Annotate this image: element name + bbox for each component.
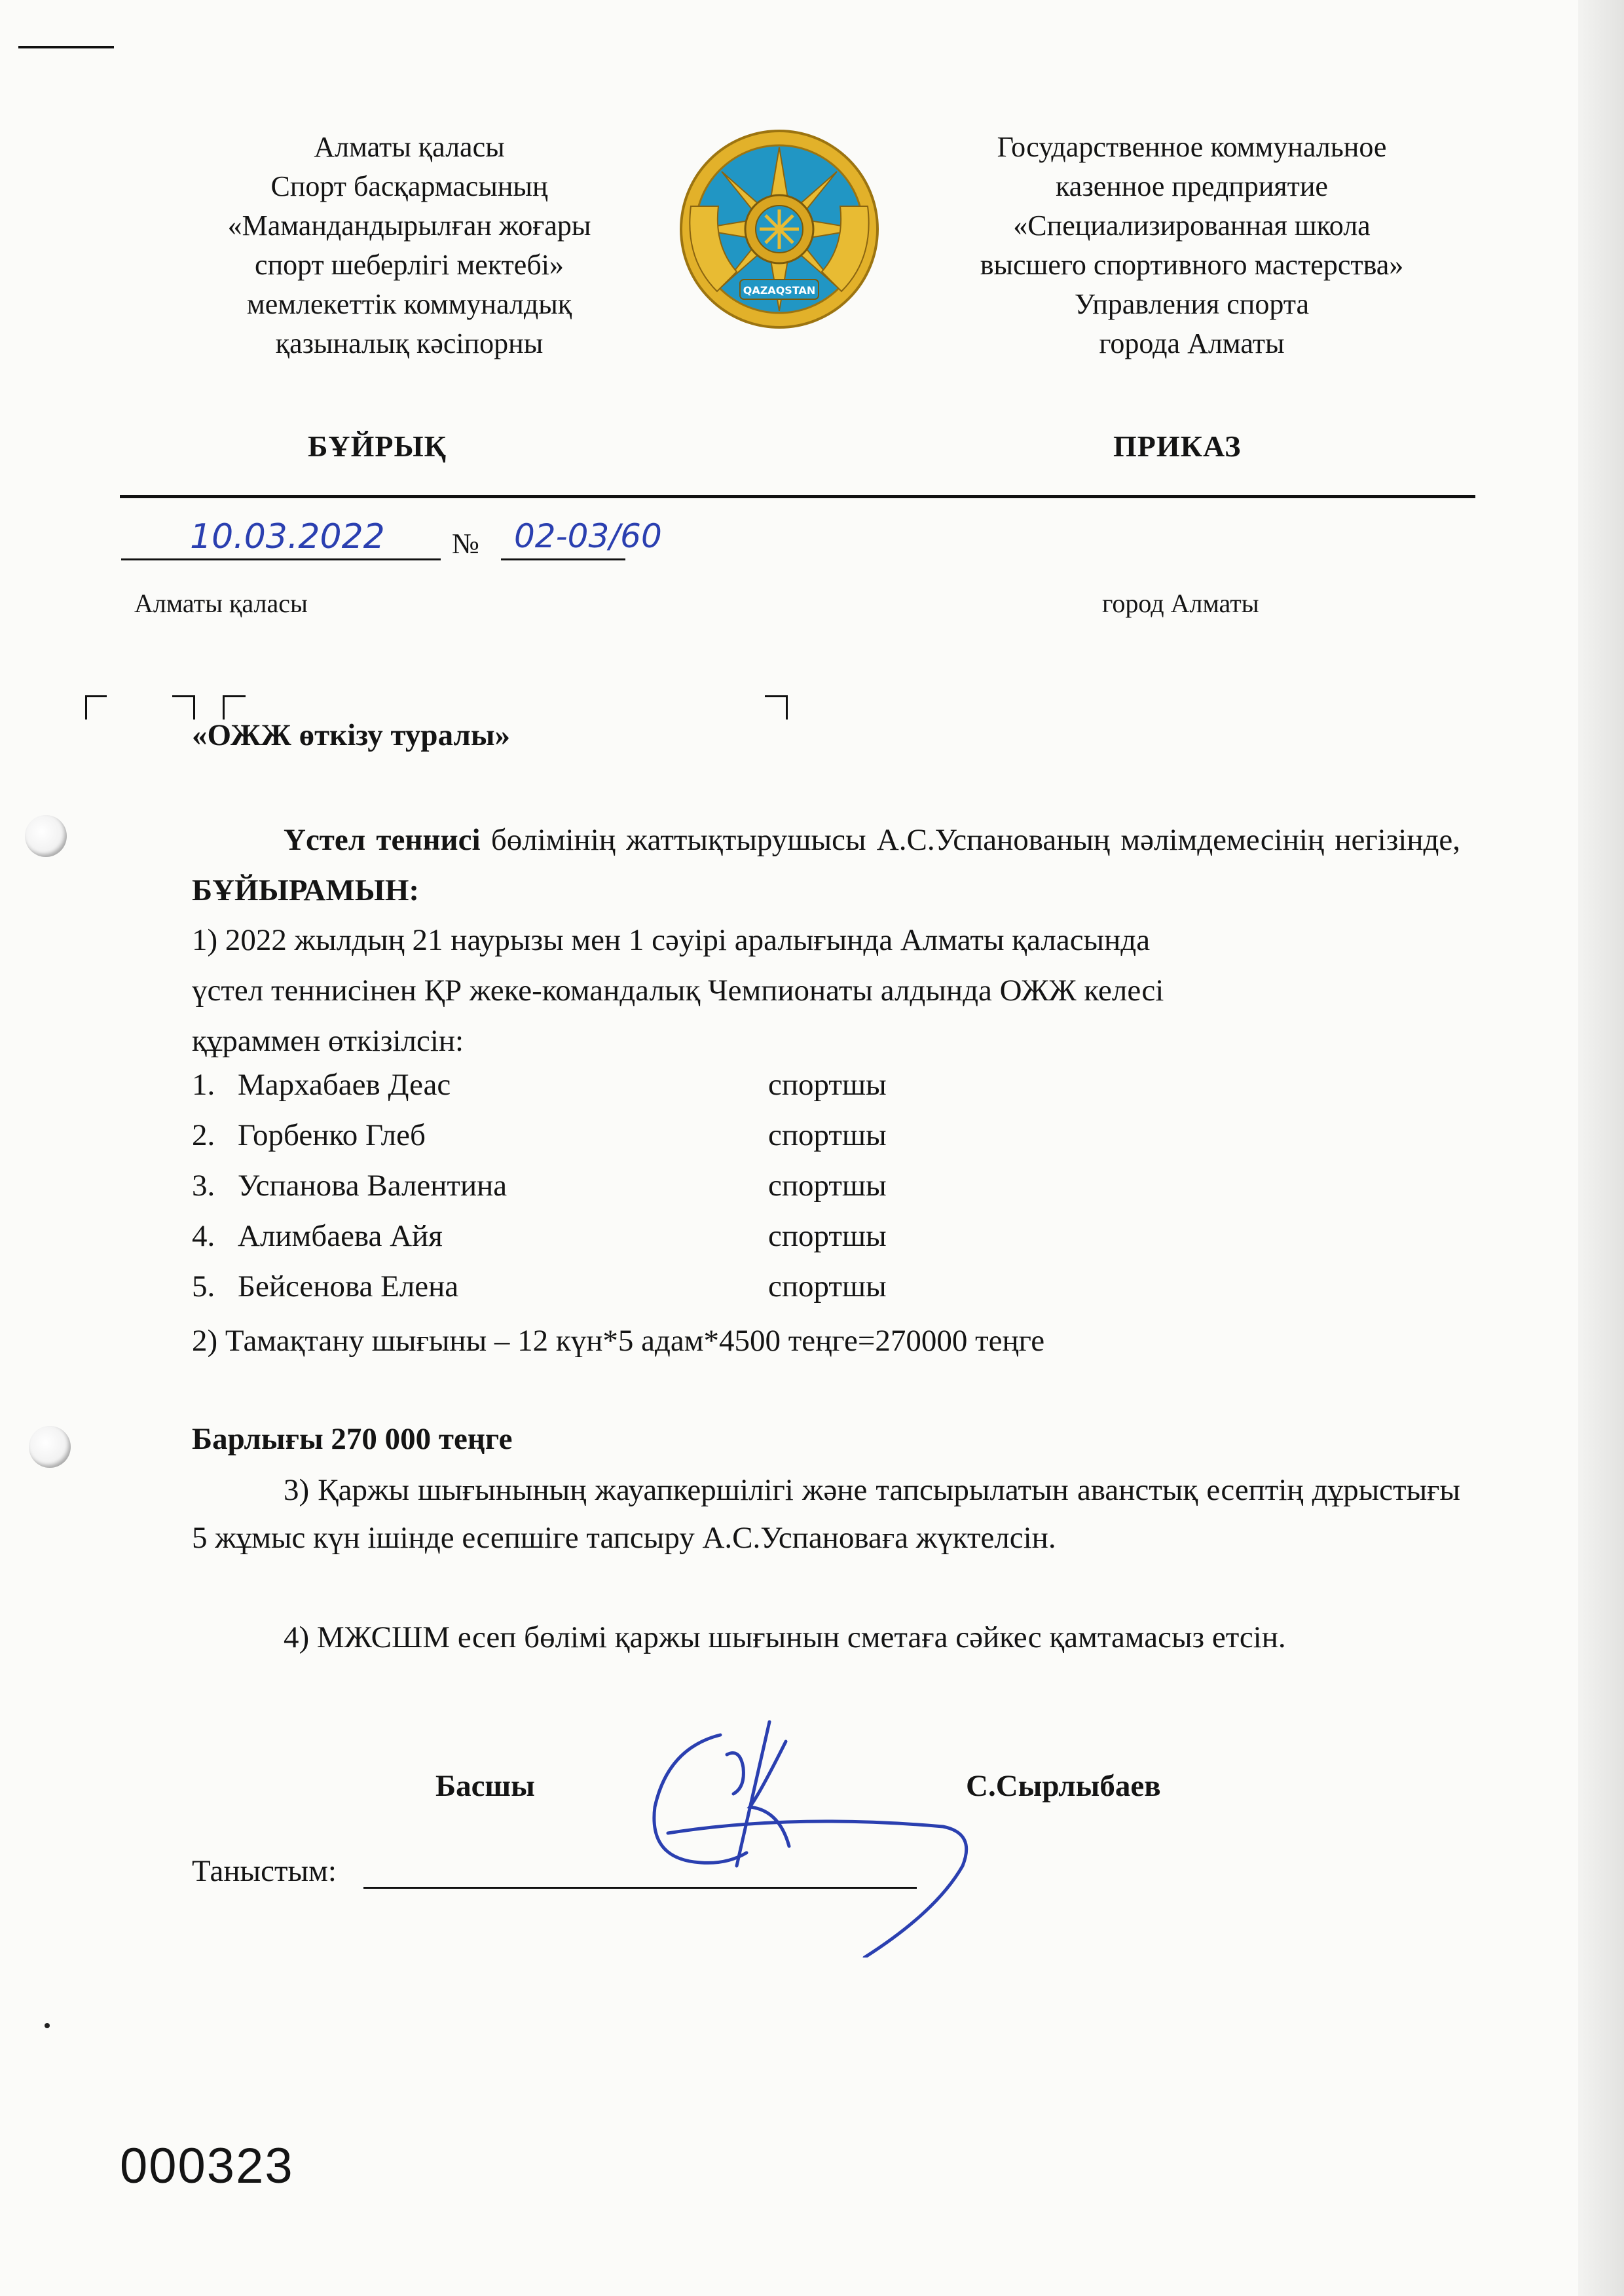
handwritten-signature: [629, 1696, 1022, 1958]
header-left: [121, 128, 697, 363]
scan-mark: [18, 46, 114, 48]
header-right-line: Управления спорта: [1074, 288, 1310, 320]
participant-number: 3.: [192, 1169, 215, 1203]
item-1-line: құраммен өткізілсін:: [192, 1024, 464, 1058]
title-kz: БҰЙРЫҚ: [308, 429, 447, 463]
participant-role: спортшы: [768, 1269, 887, 1303]
punch-hole-bottom: [29, 1426, 71, 1468]
title-ru: ПРИКАЗ: [1113, 429, 1242, 463]
signatory-name: С.Сырлыбаев: [966, 1769, 1161, 1803]
participant-name: Алимбаева Айя: [238, 1219, 443, 1253]
city-ru: город Алматы: [1102, 589, 1259, 618]
acquainted-label: Таныстым:: [192, 1854, 337, 1888]
participant-role: спортшы: [768, 1068, 887, 1102]
participant-role: спортшы: [768, 1169, 887, 1203]
number-sign: №: [452, 528, 479, 560]
corner-mark: [85, 695, 107, 720]
acquainted-underline: [363, 1887, 917, 1889]
punch-hole-top: [25, 815, 67, 857]
header-left-line: спорт шеберлігі мектебі»: [255, 249, 564, 281]
item-4: 4) МЖСШМ есеп бөлімі қаржы шығынын сметаға сәйкес қамтамасыз етсін.: [284, 1620, 1286, 1654]
participant-number: 2.: [192, 1118, 215, 1152]
state-emblem: [678, 128, 881, 331]
number-underline: [501, 558, 625, 560]
participant-name: Мархабаев Деас: [238, 1068, 451, 1102]
intro-department: Үстел теннисі: [284, 823, 481, 857]
header-rule: [120, 495, 1475, 498]
item-1-line: 1) 2022 жылдың 21 наурызы мен 1 сәуірі аралығында Алматы қаласында: [192, 923, 1151, 957]
signatory-title: Басшы: [435, 1769, 535, 1803]
header-left-line: қазыналық кәсіпорны: [275, 327, 544, 359]
participant-name: Бейсенова Елена: [238, 1269, 459, 1303]
order-number: 02-03/60: [514, 517, 662, 555]
item-1-line: үстел теннисінен ҚР жеке-командалық Чемпионаты алдында ОЖЖ келесі: [192, 974, 1164, 1008]
header-right-line: высшего спортивного мастерства»: [980, 249, 1404, 281]
order-subject: «ОЖЖ өткізу туралы»: [192, 718, 511, 752]
date-underline: [121, 558, 441, 560]
header-right-line: Государственное коммунальное: [997, 131, 1387, 163]
city-kz: Алматы қаласы: [134, 589, 308, 618]
header-left-line: «Мамандандырылған жоғары: [227, 210, 591, 242]
item-1: [192, 915, 1164, 1066]
participant-number: 1.: [192, 1068, 215, 1102]
header-right-line: казенное предприятие: [1056, 170, 1328, 202]
total-amount: Барлығы 270 000 теңге: [192, 1422, 513, 1456]
header-right-line: города Алматы: [1099, 327, 1285, 359]
intro-paragraph: [192, 815, 1460, 916]
header-right: [904, 128, 1480, 363]
emblem-label: QAZAQSTAN: [743, 284, 816, 297]
scan-dot: [45, 2023, 50, 2028]
header-left-line: Алматы қаласы: [314, 131, 505, 163]
participant-number: 5.: [192, 1269, 215, 1303]
item-2: 2) Тамақтану шығыны – 12 күн*5 адам*4500 теңге=270000 теңге: [192, 1324, 1045, 1358]
participant-number: 4.: [192, 1219, 215, 1253]
order-date: 10.03.2022: [190, 517, 385, 556]
document-number: 000323: [120, 2138, 294, 2194]
header-left-line: мемлекеттік коммуналдық: [246, 288, 572, 320]
item-3: 3) Қаржы шығынының жауапкершілігі және тапсырылатын аванстық есептің дұрыстығы 5 жұмыс күн ішінде есепшіге тапсыру А.С.Успановаға жүктелсін.: [192, 1473, 1460, 1555]
participant-name: Горбенко Глеб: [238, 1118, 426, 1152]
participant-role: спортшы: [768, 1219, 887, 1253]
header-right-line: «Специализированная школа: [1013, 210, 1371, 242]
scan-edge: [1578, 0, 1624, 2296]
intro-order-word: БҰЙЫРАМЫН:: [192, 873, 420, 907]
intro-text: бөлімінің жаттықтырушысы А.С.Успанованың мәлімдемесінің негізінде,: [480, 823, 1460, 857]
corner-mark: [765, 695, 788, 720]
participant-role: спортшы: [768, 1118, 887, 1152]
participant-name: Успанова Валентина: [238, 1169, 507, 1203]
header-left-line: Спорт басқармасының: [270, 170, 548, 202]
